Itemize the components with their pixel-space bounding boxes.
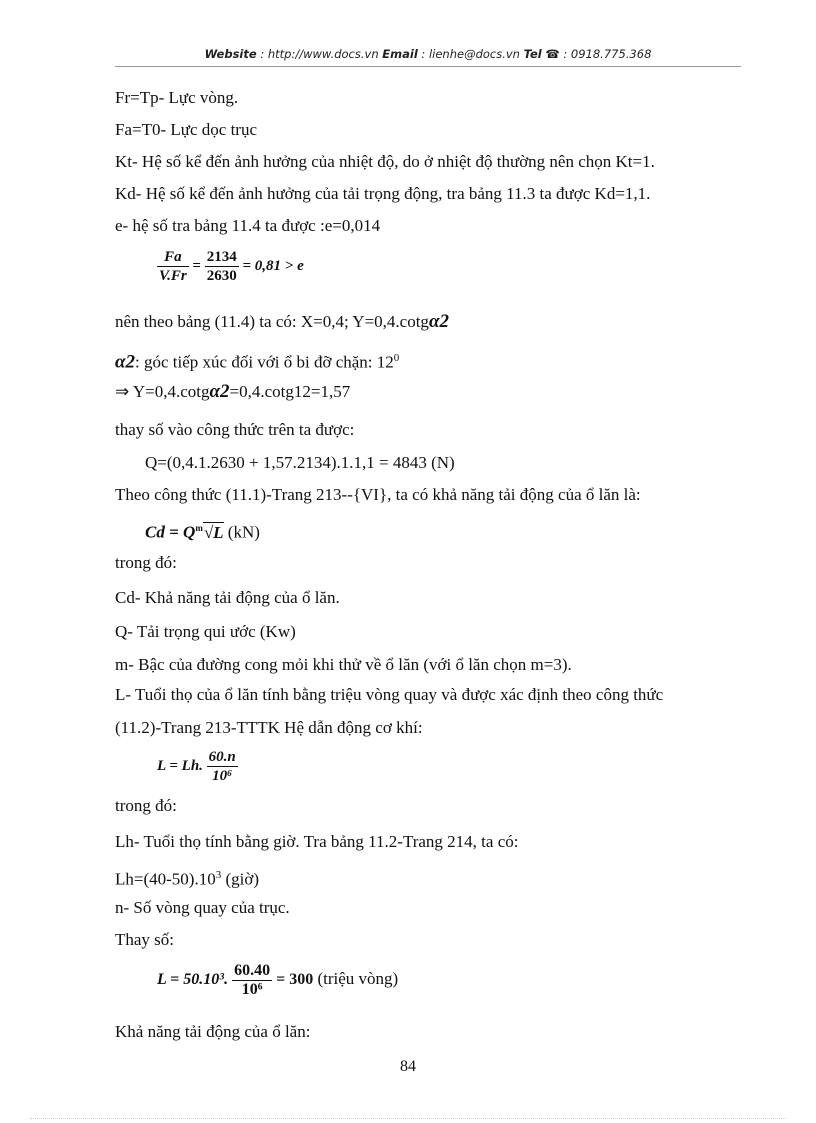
text-line: Khả năng tải động của ổ lăn: <box>115 1022 311 1041</box>
text-line: Fr=Tp- Lực vòng. <box>115 88 239 107</box>
formula-den: V.Fr <box>159 268 187 284</box>
bottom-rule <box>30 1118 786 1119</box>
text-line: Cd- Khả năng tải động của ổ lăn. <box>115 588 340 607</box>
formula-den: 10⁶ <box>241 981 263 998</box>
formula-rhs: = 0,81 > e <box>242 257 304 274</box>
formula-capacity: $Cd = Q^m√L$ (kN) <box>145 522 260 542</box>
degree-sup: 0 <box>393 352 400 364</box>
unit: (giờ) <box>221 869 260 889</box>
text-line: Q=(0,4.1.2630 + 1,57.2134).1.1,1 = 4843 (N) <box>145 453 455 472</box>
text-segment: ⇒ Y=0,4.cotg <box>115 382 210 401</box>
text-line <box>115 865 259 890</box>
formula-num: Fa <box>157 248 189 267</box>
radicand: L <box>213 522 224 542</box>
text-segment: =0,4.cotg12=1,57 <box>229 382 351 401</box>
alpha-symbol: α2 <box>428 311 449 332</box>
text-line: Kd- Hệ số kể đến ảnh hưởng của tải trọng động, tra bảng 11.3 ta được Kd=1,1. <box>115 184 651 203</box>
unit: (kN) <box>223 522 260 542</box>
text-line <box>115 382 350 402</box>
email-value: : lienhe@docs.vn <box>417 47 524 61</box>
root-index: m <box>195 523 203 533</box>
formula-lhs: L = Lh. <box>157 757 203 774</box>
text-line: Theo công thức (11.1)-Trang 213--{VI}, ta có khả năng tải động của ổ lăn là: <box>115 485 641 504</box>
email-label: Email <box>382 47 418 61</box>
phone-icon: ☎ <box>541 47 560 61</box>
formula-rhs: = 300 <box>276 971 314 989</box>
website-label: Website <box>204 47 257 61</box>
text-line <box>115 312 449 332</box>
formula-lhs: Cd = Q <box>145 522 196 542</box>
tel-label: Tel <box>523 47 542 61</box>
text-line: Kt- Hệ số kể đến ảnh hưởng của nhiệt độ, do ở nhiệt độ thường nên chọn Kt=1. <box>115 152 655 171</box>
page-number: 84 <box>400 1058 416 1075</box>
text-line <box>115 348 399 373</box>
formula-den: 10⁶ <box>212 768 233 784</box>
formula-num: 60.n <box>208 749 236 765</box>
header-rule <box>115 66 741 67</box>
text-line: Fa=T0- Lực dọc trục <box>115 120 258 139</box>
text-line: L- Tuổi thọ của ổ lăn tính bằng triệu vòng quay và được xác định theo công thức <box>115 685 664 704</box>
alpha-symbol: α2 <box>115 351 136 373</box>
text-segment: nên theo bảng (11.4) ta có: X=0,4; Y=0,4.cotg <box>115 312 429 331</box>
formula-lhs: L = 50.10³. <box>157 971 229 989</box>
formula-life <box>157 748 238 785</box>
text-line: (11.2)-Trang 213-TTTK Hệ dẫn động cơ khí: <box>115 718 423 737</box>
text-segment: : góc tiếp xúc đối với ổ bi đỡ chặn: 12 <box>135 352 394 372</box>
text-line: m- Bậc của đường cong mỏi khi thử về ổ lăn (với ổ lăn chọn m=3). <box>115 655 572 674</box>
text-line: n- Số vòng quay của trục. <box>115 898 290 917</box>
page-header <box>115 47 741 61</box>
text-line: trong đó: <box>115 796 177 815</box>
text-line: thay số vào công thức trên ta được: <box>115 420 355 439</box>
text-line: Lh- Tuổi thọ tính bằng giờ. Tra bảng 11.2-Trang 214, ta có: <box>115 832 519 851</box>
website-value: : http://www.docs.vn <box>256 47 383 61</box>
formula-num: 60.40 <box>234 962 271 979</box>
exponent: 3 <box>215 869 222 881</box>
text-line: trong đó: <box>115 553 177 572</box>
text-line: Thay số: <box>115 930 175 949</box>
alpha-symbol: α2 <box>209 381 230 402</box>
text-segment: Lh=(40-50).10 <box>115 869 216 889</box>
formula-num: 2134 <box>206 249 237 265</box>
unit: (triệu vòng) <box>313 969 399 989</box>
text-line: e- hệ số tra bảng 11.4 ta được :e=0,014 <box>115 216 381 235</box>
formula-den: 2630 <box>206 268 237 284</box>
formula-substitution <box>157 962 398 999</box>
tel-value: : 0918.775.368 <box>559 47 652 61</box>
formula-ratio: $\frac{Fa}{V.Fr}$ = $\frac{2134}{2630}$ = 0,81 > e <box>159 249 304 284</box>
text-line: Q- Tải trọng qui ước (Kw) <box>115 622 296 641</box>
